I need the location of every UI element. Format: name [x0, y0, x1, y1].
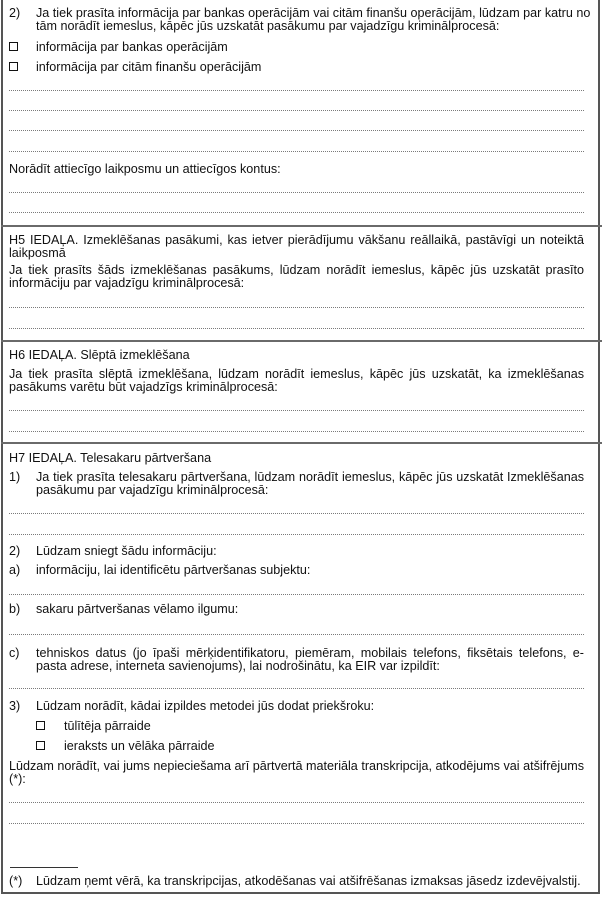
item2c-text: tehniskos datus (jo īpaši mērķidentifikatoru, piemēram, mobilais telefons, fiksētais telefons, e-pasta adrese, interneta savienojums), lai nodrošinātu, ka EIR var izpildīt:	[36, 646, 584, 673]
item2a-text: informāciju, lai identificētu pārtveršanas subjektu:	[36, 563, 311, 577]
item-number: 1)	[9, 470, 21, 484]
checkbox-label: informācija par bankas operācijām	[36, 40, 228, 54]
answer-line[interactable]	[9, 431, 584, 432]
item2-text: Lūdzam sniegt šādu informāciju:	[36, 544, 217, 558]
answer-line[interactable]	[9, 802, 584, 803]
answer-line[interactable]	[9, 212, 584, 213]
item2b-text: sakaru pārtveršanas vēlamo ilgumu:	[36, 602, 239, 616]
footnote-rule	[10, 867, 78, 868]
answer-line[interactable]	[9, 110, 584, 111]
transcription-question: Lūdzam norādīt, vai jums nepieciešama arī pārtvertā materiāla transkripcija, atkodējums vai atšifrējums (*):	[9, 759, 584, 786]
section-divider	[1, 442, 602, 444]
footnote-text: Lūdzam ņemt vērā, ka transkripcijas, atkodēšanas vai atšifrēšanas izmaksas jāsedz izdevējvalstij.	[36, 874, 581, 888]
checkbox-recording-later-transmission[interactable]	[36, 741, 45, 750]
item-number: 3)	[9, 699, 21, 713]
footnote-marker: (*)	[9, 874, 23, 888]
checkbox-other-financial-operations[interactable]	[9, 62, 18, 71]
answer-line[interactable]	[9, 130, 584, 131]
item3-text: Lūdzam norādīt, kādai izpildes metodei jūs dodat priekšroku:	[36, 699, 375, 713]
checkbox-label: informācija par citām finanšu operācijām	[36, 60, 262, 74]
item-letter: c)	[9, 646, 20, 660]
item1-text: Ja tiek prasīta telesakaru pārtveršana, lūdzam norādīt iemeslus, kāpēc jūs uzskatāt Izmeklēšanas pasākumu par vajadzīgu kriminālprocesā:	[36, 470, 584, 497]
answer-line[interactable]	[9, 688, 584, 689]
section-divider	[1, 225, 602, 227]
answer-line[interactable]	[9, 823, 584, 824]
answer-line[interactable]	[9, 634, 584, 635]
item-letter: a)	[9, 563, 21, 577]
answer-line[interactable]	[9, 307, 584, 308]
section-title-h5: H5 IEDAĻA. Izmeklēšanas pasākumi, kas ietver pierādījumu vākšanu reāllaikā, pastāvīgi un noteiktā laikposmā	[9, 233, 584, 260]
answer-line[interactable]	[9, 192, 584, 193]
answer-line[interactable]	[9, 90, 584, 91]
answer-line[interactable]	[9, 534, 584, 535]
answer-line[interactable]	[9, 410, 584, 411]
checkbox-label: tūlītēja pārraide	[64, 719, 151, 733]
period-label: Norādīt attiecīgo laikposmu un attiecīgos kontus:	[9, 162, 281, 176]
checkbox-bank-operations[interactable]	[9, 42, 18, 51]
question-text: tām norādīt iemeslus, kāpēc jūs uzskatāt pasākumu par vajadzīgu kriminālprocesā:	[36, 19, 500, 33]
answer-line[interactable]	[9, 151, 584, 152]
section-title-h7: H7 IEDAĻA. Telesakaru pārtveršana	[9, 451, 212, 465]
question-text: Ja tiek prasīta informācija par bankas operācijām vai citām finanšu operācijām, lūdzam par katru no	[36, 6, 591, 20]
checkbox-immediate-transmission[interactable]	[36, 721, 45, 730]
item-number: 2)	[9, 6, 21, 20]
section-title-h6: H6 IEDAĻA. Slēptā izmeklēšana	[9, 348, 190, 362]
checkbox-label: ieraksts un vēlāka pārraide	[64, 739, 215, 753]
section-h6-question: Ja tiek prasīta slēptā izmeklēšana, lūdzam norādīt iemeslus, kāpēc jūs uzskatāt, ka izmeklēšanas pasākums varētu būt vajadzīgs kriminālprocesā:	[9, 367, 584, 394]
answer-line[interactable]	[9, 594, 584, 595]
section-divider	[1, 340, 602, 342]
section-h5-question: Ja tiek prasīts šāds izmeklēšanas pasākums, lūdzam norādīt iemeslus, kāpēc jūs uzskatāt prasīto informāciju par vajadzīgu kriminālprocesā:	[9, 263, 584, 290]
answer-line[interactable]	[9, 328, 584, 329]
answer-line[interactable]	[9, 513, 584, 514]
item-number: 2)	[9, 544, 21, 558]
item-letter: b)	[9, 602, 21, 616]
